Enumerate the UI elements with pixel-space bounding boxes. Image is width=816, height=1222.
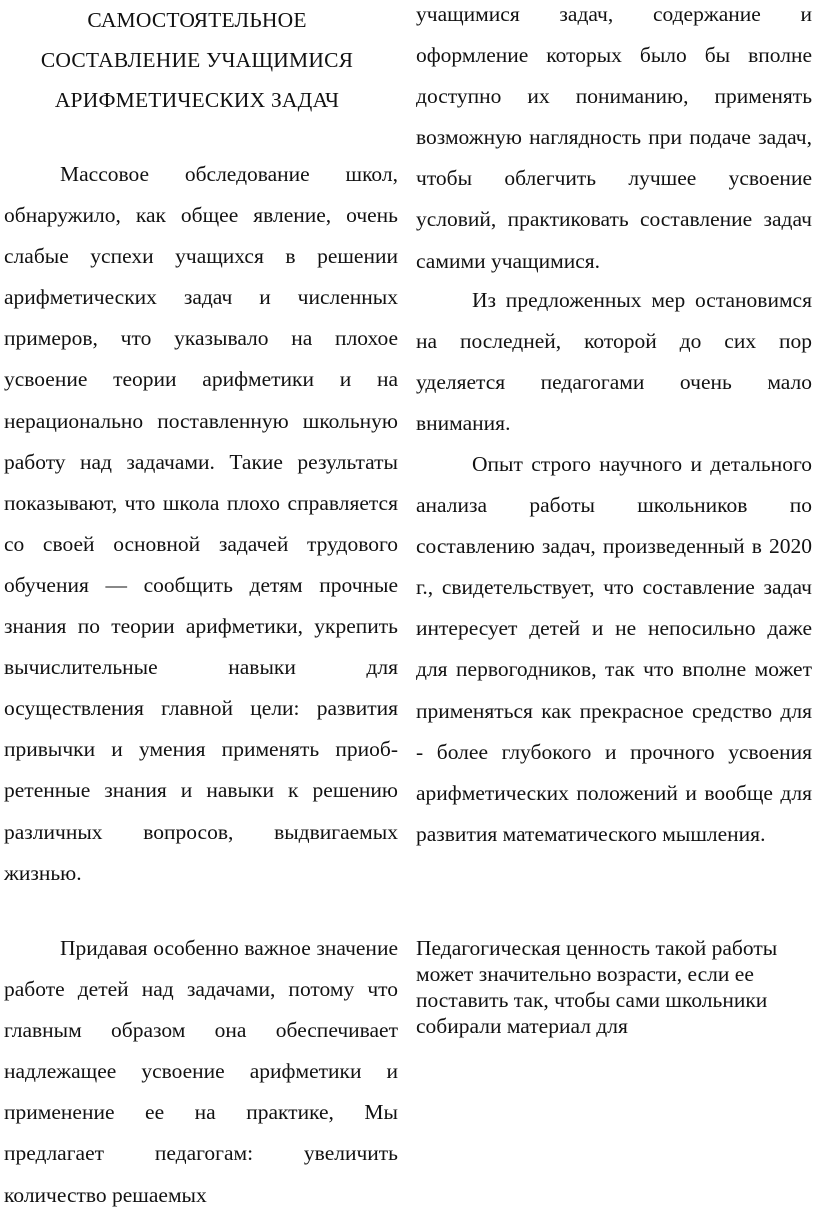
title-line-3: АРИФМЕТИЧЕСКИХ ЗАДАЧ (54, 88, 340, 112)
article-title (4, 0, 398, 120)
paragraph-survey-results: Массовое обследование школ, обнаружило, как общее явление, очень слабые успехи учащихся в решении арифметических задач и численных примеров, что указывало на плохое усвоение теории арифметики и на нерационально поставленную школьную работу над задачами. Такие результаты показывают, что школа плохо справляется со своей основной задачей трудового обучения — сообщить детям прочные знания по теории арифметики, укрепить вычислительные навыки для осуществления главной цели: развития привычки и умения применять приобретенные знания и навыки к решению различных вопросов, выдвигаемых жизнью. (4, 162, 398, 885)
paragraph-recommendations: учащимися задач, содержание и оформление которых было бы вполне доступно их пониманию, применять возможную наглядность при подаче задач, чтобы облегчить лучшее усвоение условий, практиковать составление задач самими учащимися. (416, 2, 812, 273)
left-column (4, 0, 398, 1207)
paragraph-pedagogical-value: Педагогическая ценность такой работы может значительно возрасти, если ее поставить так, чтобы сами школьники собирали материал для (416, 936, 778, 1038)
paragraph-importance-of-tasks: Придавая особенно важное значение работе детей над задачами, потому что главным образом она обеспечивает надлежащее усвоение арифметики и применение ее на практике, Мы предлагает педагогам: увеличить количество решаемых (4, 936, 398, 1207)
title-line-2: СОСТАВЛЕНИЕ УЧАЩИМИСЯ (40, 48, 354, 72)
title-line-1: САМОСТОЯТЕЛЬНОЕ (87, 8, 307, 32)
paragraph-analysis-experience: Опыт строго научного и детального анализа работы школьников по составлению задач, произведенный в 2020 г., свидетельствует, что составление задач интересует детей и не непосильно даже для первогодников, так что вполне может применяться как прекрасное средство для - более глубокого и прочного усвоения арифметических положений и вообще для развития математического мышления. (416, 452, 812, 846)
paragraph-selected-measure: Из предложенных мер остановимся на последней, которой до сих пор уделяется педагогами очень мало внимания. (416, 288, 812, 436)
